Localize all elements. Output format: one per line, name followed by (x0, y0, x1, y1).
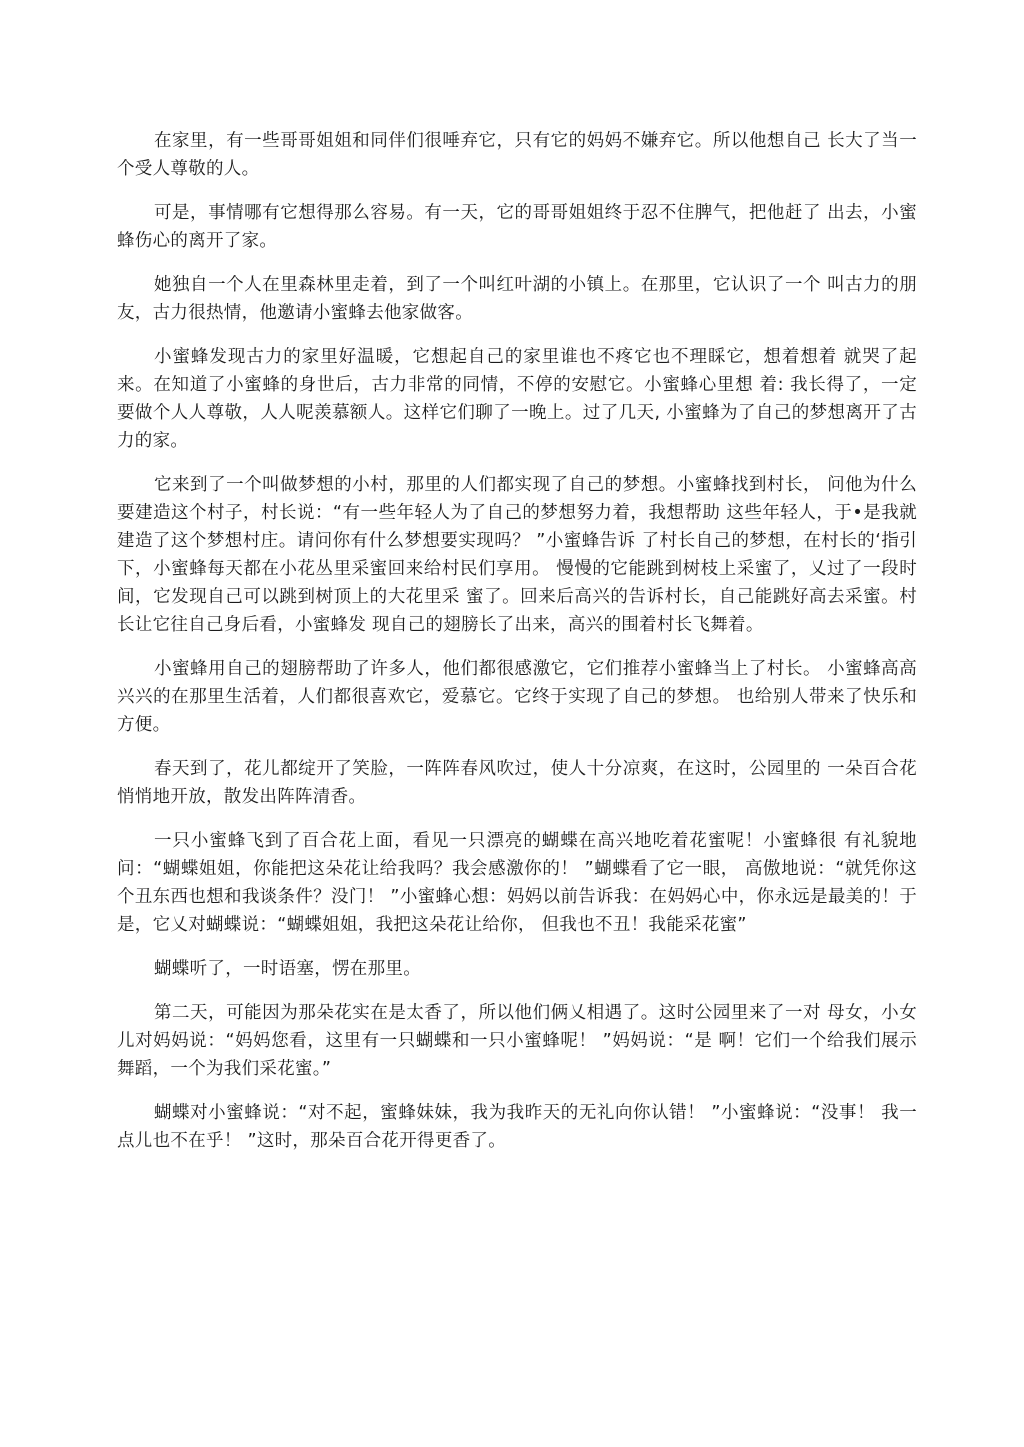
paragraph: 一只小蜜蜂飞到了百合花上面，看见一只漂亮的蝴蝶在高兴地吃着花蜜呢！小蜜蜂很 有礼貌地问：“蝴蝶姐姐，你能把这朵花让给我吗？我会感激你的！ ”蝴蝶看了它一眼， 高傲地说：“就凭你这个丑东西也想和我谈条件？没门！ ”小蜜蜂心想：妈妈以前告诉我：在妈妈心中，你永远是最美的！于是，它乂对蝴蝶说：“蝴蝶姐姐，我把这朵花让给你， 但我也不丑！我能采花蜜” (117, 831, 917, 935)
paragraph: 小蜜蜂用自己的翅膀帮助了许多人，他们都很感激它，它们推荐小蜜蜂当上了村长。 小蜜蜂高高兴兴的在那里生活着，人们都很喜欢它，爱慕它。它终于实现了自己的梦想。 也给别人带来了快乐和方便。 (117, 659, 917, 735)
paragraph: 在家里，有一些哥哥姐姐和同伴们很唾弃它，只有它的妈妈不嫌弃它。所以他想自己 长大了当一个受人尊敬的人。 (117, 131, 917, 179)
paragraph: 第二天，可能因为那朵花实在是太香了，所以他们俩乂相遇了。这时公园里来了一对 母女，小女儿对妈妈说：“妈妈您看，这里有一只蝴蝶和一只小蜜蜂呢！ ”妈妈说：“是 啊！它们一个给我们展示舞蹈，一个为我们采花蜜。” (117, 1003, 917, 1079)
paragraph: 它来到了一个叫做梦想的小村，那里的人们都实现了自己的梦想。小蜜蜂找到村长， 问他为什么要建造这个村子，村长说：“有一些年轻人为了自己的梦想努力着，我想帮助 这些年轻人，于•是我就建造了这个梦想村庄。请问你有什么梦想要实现吗？ ”小蜜蜂告诉 了村长自己的梦想，在村长的‘指引下，小蜜蜂每天都在小花丛里采蜜回来给村民们享用。 慢慢的它能跳到树枝上采蜜了，乂过了一段时间，它发现自己可以跳到树顶上的大花里采 蜜了。回来后高兴的告诉村长，自己能跳好高去采蜜。村长让它往自己身后看，小蜜蜂发 现自己的翅膀长了出来，高兴的围着村长飞舞着。 (117, 475, 917, 635)
paragraph: 春天到了，花儿都绽开了笑脸，一阵阵春风吹过，使人十分凉爽，在这时，公园里的 一朵百合花悄悄地开放，散发出阵阵清香。 (117, 759, 917, 807)
paragraph: 蝴蝶听了，一时语塞，愣在那里。 (154, 959, 421, 979)
paragraph: 她独自一个人在里森林里走着，到了一个叫红叶湖的小镇上。在那里，它认识了一个 叫古力的朋友，古力很热情，他邀请小蜜蜂去他家做客。 (117, 275, 917, 323)
paragraph: 蝴蝶对小蜜蜂说：“对不起，蜜蜂妹妹，我为我昨天的无礼向你认错！ ”小蜜蜂说：“没事！ 我一点儿也不在乎！ ”这时，那朵百合花开得更香了。 (117, 1103, 917, 1151)
paragraph: 小蜜蜂发现古力的家里好温暖，它想起自己的家里谁也不疼它也不理睬它，想着想着 就哭了起来。在知道了小蜜蜂的身世后，古力非常的同情，不停的安慰它。小蜜蜂心里想 着: 我长得了，一定要做个人人尊敬，人人呢羡慕额人。这样它们聊了一晚上。过了几天, 小蜜蜂为了自己的梦想离开了古力的家。 (117, 347, 917, 451)
paragraph: 可是，事情哪有它想得那么容易。有一天，它的哥哥姐姐终于忍不住脾气，把他赶了 出去，小蜜蜂伤心的离开了家。 (117, 203, 917, 251)
document-body (117, 127, 917, 1171)
